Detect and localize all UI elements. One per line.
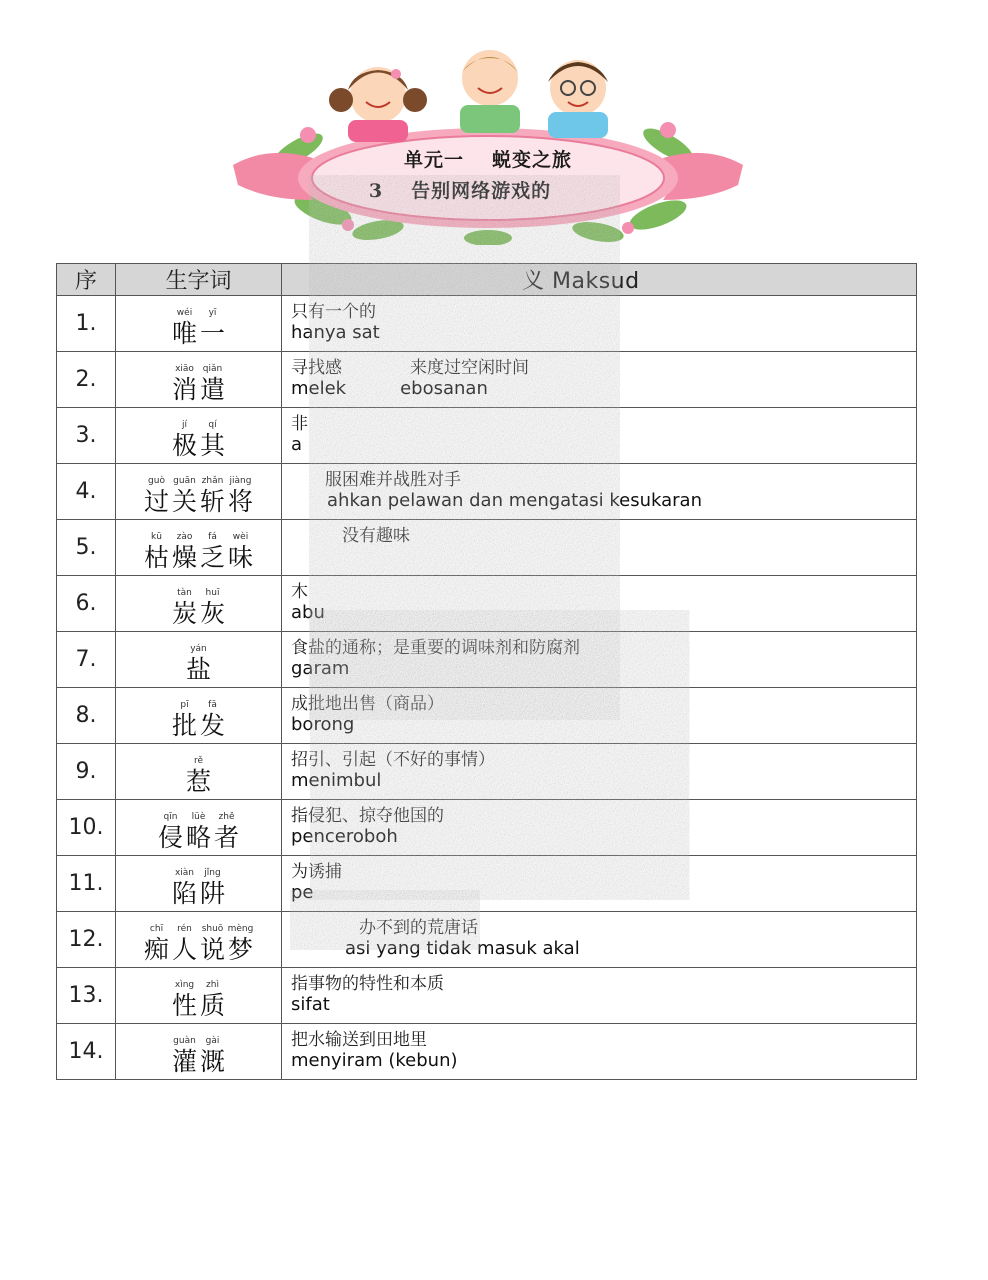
table-row bbox=[57, 408, 917, 464]
row-number: 5. bbox=[57, 520, 116, 576]
hanzi: 一 bbox=[199, 318, 225, 348]
hanzi: 遣 bbox=[199, 374, 225, 404]
character-with-pinyin bbox=[171, 1036, 199, 1076]
pinyin: kū bbox=[151, 531, 162, 542]
header-meaning-text: 义 Maksud bbox=[522, 269, 640, 294]
word-meaning bbox=[282, 968, 917, 1024]
hanzi: 者 bbox=[213, 822, 239, 852]
row-number: 2. bbox=[57, 352, 116, 408]
row-number: 14. bbox=[57, 1024, 116, 1080]
row-number: 1. bbox=[57, 296, 116, 352]
hanzi: 极 bbox=[171, 430, 197, 460]
meaning-malay: melek ebosanan bbox=[291, 378, 488, 399]
pinyin: pī bbox=[180, 699, 189, 710]
meaning-chinese: 招引、引起（不好的事情） bbox=[291, 750, 495, 770]
hanzi: 批 bbox=[171, 710, 197, 740]
pinyin: zhì bbox=[206, 979, 219, 990]
word-meaning bbox=[282, 408, 917, 464]
hanzi: 炭 bbox=[171, 598, 197, 628]
pinyin: zhě bbox=[218, 811, 235, 822]
word-meaning bbox=[282, 688, 917, 744]
word-meaning bbox=[282, 464, 917, 520]
meaning-malay: ahkan pelawan dan mengatasi kesukaran bbox=[291, 490, 702, 511]
character-with-pinyin bbox=[199, 924, 227, 964]
pinyin: yán bbox=[190, 643, 207, 654]
character-with-pinyin bbox=[199, 1036, 227, 1076]
table-row bbox=[57, 968, 917, 1024]
pinyin: qí bbox=[208, 419, 217, 430]
word-meaning bbox=[282, 744, 917, 800]
meaning-chinese: 非 bbox=[291, 414, 308, 434]
character-with-pinyin bbox=[199, 980, 227, 1020]
character-with-pinyin bbox=[171, 924, 199, 964]
character-with-pinyin bbox=[171, 476, 199, 516]
vocab-word bbox=[116, 520, 282, 576]
character-with-pinyin bbox=[199, 476, 227, 516]
word-meaning bbox=[282, 912, 917, 968]
hanzi: 乏 bbox=[199, 542, 225, 572]
word-meaning bbox=[282, 800, 917, 856]
pinyin: qīn bbox=[163, 811, 178, 822]
meaning-chinese: 木 bbox=[291, 582, 308, 602]
character-with-pinyin bbox=[213, 812, 241, 852]
character-with-pinyin bbox=[199, 420, 227, 460]
hanzi: 陷 bbox=[171, 878, 197, 908]
vocabulary-table bbox=[56, 263, 917, 1080]
lesson-heading bbox=[228, 176, 748, 203]
pinyin: xìng bbox=[174, 979, 195, 990]
hanzi: 性 bbox=[171, 990, 197, 1020]
pinyin: jiàng bbox=[229, 475, 252, 486]
hanzi: 梦 bbox=[227, 934, 253, 964]
header-meaning bbox=[282, 264, 917, 296]
row-number: 8. bbox=[57, 688, 116, 744]
pinyin: guān bbox=[173, 475, 196, 486]
vocab-word bbox=[116, 744, 282, 800]
header-number: 序 bbox=[57, 264, 116, 296]
vocab-word bbox=[116, 352, 282, 408]
table-row bbox=[57, 352, 917, 408]
table-row bbox=[57, 1024, 917, 1080]
character-with-pinyin bbox=[199, 364, 227, 404]
row-number: 7. bbox=[57, 632, 116, 688]
lesson-title: 告别网络游戏的 bbox=[411, 180, 552, 202]
meaning-chinese: 寻找感 来度过空闲时间 bbox=[291, 358, 529, 378]
vocabulary-rows bbox=[57, 296, 917, 1080]
unit-title: 蜕变之旅 bbox=[492, 149, 573, 171]
pinyin: tàn bbox=[177, 587, 192, 598]
hanzi: 灌 bbox=[171, 1046, 197, 1076]
table-row bbox=[57, 576, 917, 632]
pinyin: lüè bbox=[191, 811, 206, 822]
pinyin: chī bbox=[149, 923, 164, 934]
pinyin: rén bbox=[177, 923, 192, 934]
header-word: 生字词 bbox=[116, 264, 282, 296]
word-meaning bbox=[282, 520, 917, 576]
pinyin: wéi bbox=[176, 307, 193, 318]
meaning-malay: sifat bbox=[291, 994, 330, 1015]
character-with-pinyin bbox=[171, 532, 199, 572]
pinyin: shuō bbox=[201, 923, 224, 934]
meaning-malay: abu bbox=[291, 602, 325, 623]
meaning-malay: hanya sat bbox=[291, 322, 380, 343]
character-with-pinyin bbox=[185, 812, 213, 852]
character-with-pinyin bbox=[171, 588, 199, 628]
hanzi: 斩 bbox=[199, 486, 225, 516]
character-with-pinyin bbox=[227, 532, 255, 572]
meaning-chinese: 只有一个的 bbox=[291, 302, 376, 322]
hanzi: 关 bbox=[171, 486, 197, 516]
row-number: 9. bbox=[57, 744, 116, 800]
table-row bbox=[57, 632, 917, 688]
hanzi: 味 bbox=[227, 542, 253, 572]
pinyin: fá bbox=[208, 531, 217, 542]
pinyin: guàn bbox=[173, 1035, 196, 1046]
hanzi: 灰 bbox=[199, 598, 225, 628]
character-with-pinyin bbox=[199, 700, 227, 740]
row-number: 6. bbox=[57, 576, 116, 632]
row-number: 13. bbox=[57, 968, 116, 1024]
pinyin: jí bbox=[181, 419, 187, 430]
vocab-word bbox=[116, 1024, 282, 1080]
meaning-chinese: 食盐的通称；是重要的调味剂和防腐剂 bbox=[291, 638, 580, 658]
hanzi: 唯 bbox=[171, 318, 197, 348]
hanzi: 燥 bbox=[171, 542, 197, 572]
meaning-malay: garam bbox=[291, 658, 350, 679]
word-meaning bbox=[282, 632, 917, 688]
word-meaning bbox=[282, 576, 917, 632]
meaning-chinese: 办不到的荒唐话 bbox=[291, 918, 478, 938]
meaning-chinese: 指事物的特性和本质 bbox=[291, 974, 444, 994]
pinyin: guò bbox=[148, 475, 165, 486]
pinyin: wèi bbox=[232, 531, 249, 542]
character-with-pinyin bbox=[171, 420, 199, 460]
table-row bbox=[57, 744, 917, 800]
lesson-banner bbox=[228, 50, 748, 245]
hanzi: 消 bbox=[171, 374, 197, 404]
pinyin: jǐng bbox=[204, 867, 221, 878]
hanzi: 将 bbox=[227, 486, 253, 516]
word-meaning bbox=[282, 1024, 917, 1080]
word-meaning bbox=[282, 352, 917, 408]
lesson-number: 3 bbox=[368, 180, 384, 202]
character-with-pinyin bbox=[185, 644, 213, 684]
meaning-malay: a bbox=[291, 434, 303, 455]
meaning-malay: pe bbox=[291, 882, 314, 903]
table-row bbox=[57, 912, 917, 968]
pinyin: fā bbox=[208, 699, 217, 710]
vocab-word bbox=[116, 912, 282, 968]
character-with-pinyin bbox=[199, 532, 227, 572]
character-with-pinyin bbox=[199, 308, 227, 348]
character-with-pinyin bbox=[171, 308, 199, 348]
character-with-pinyin bbox=[199, 868, 227, 908]
vocab-word bbox=[116, 576, 282, 632]
table-header-row bbox=[57, 264, 917, 296]
pinyin: xiàn bbox=[174, 867, 195, 878]
word-meaning bbox=[282, 856, 917, 912]
character-with-pinyin bbox=[185, 756, 213, 796]
pinyin: xiāo bbox=[175, 363, 194, 374]
character-with-pinyin bbox=[143, 532, 171, 572]
unit-heading bbox=[228, 145, 748, 172]
row-number: 3. bbox=[57, 408, 116, 464]
hanzi: 人 bbox=[171, 934, 197, 964]
character-with-pinyin bbox=[143, 476, 171, 516]
hanzi: 阱 bbox=[199, 878, 225, 908]
unit-label: 单元一 bbox=[403, 149, 464, 171]
character-with-pinyin bbox=[157, 812, 185, 852]
vocab-word bbox=[116, 632, 282, 688]
pinyin: mèng bbox=[227, 923, 254, 934]
hanzi: 枯 bbox=[143, 542, 169, 572]
row-number: 12. bbox=[57, 912, 116, 968]
hanzi: 发 bbox=[199, 710, 225, 740]
row-number: 10. bbox=[57, 800, 116, 856]
character-with-pinyin bbox=[199, 588, 227, 628]
table-row bbox=[57, 296, 917, 352]
meaning-malay: asi yang tidak masuk akal bbox=[291, 938, 580, 959]
vocab-word bbox=[116, 688, 282, 744]
meaning-malay: menyiram (kebun) bbox=[291, 1050, 458, 1071]
vocab-word bbox=[116, 408, 282, 464]
meaning-malay: borong bbox=[291, 714, 355, 735]
vocab-word bbox=[116, 296, 282, 352]
vocab-word bbox=[116, 464, 282, 520]
hanzi: 其 bbox=[199, 430, 225, 460]
character-with-pinyin bbox=[171, 980, 199, 1020]
hanzi: 略 bbox=[185, 822, 211, 852]
meaning-chinese: 成批地出售（商品） bbox=[291, 694, 444, 714]
character-with-pinyin bbox=[171, 700, 199, 740]
pinyin: rě bbox=[193, 755, 204, 766]
character-with-pinyin bbox=[227, 476, 255, 516]
table-row bbox=[57, 856, 917, 912]
table-row bbox=[57, 688, 917, 744]
pinyin: zào bbox=[176, 531, 193, 542]
vocab-word bbox=[116, 856, 282, 912]
vocab-word bbox=[116, 968, 282, 1024]
pinyin: zhǎn bbox=[201, 475, 224, 486]
meaning-malay: penceroboh bbox=[291, 826, 398, 847]
table-row bbox=[57, 800, 917, 856]
table-row bbox=[57, 464, 917, 520]
hanzi: 质 bbox=[199, 990, 225, 1020]
row-number: 11. bbox=[57, 856, 116, 912]
pinyin: qiǎn bbox=[202, 363, 223, 374]
hanzi: 惹 bbox=[185, 766, 211, 796]
hanzi: 溉 bbox=[199, 1046, 225, 1076]
meaning-malay: menimbul bbox=[291, 770, 382, 791]
hanzi: 侵 bbox=[157, 822, 183, 852]
row-number: 4. bbox=[57, 464, 116, 520]
character-with-pinyin bbox=[171, 868, 199, 908]
vocab-word bbox=[116, 800, 282, 856]
character-with-pinyin bbox=[171, 364, 199, 404]
meaning-chinese: 把水输送到田地里 bbox=[291, 1030, 427, 1050]
meaning-chinese: 没有趣味 bbox=[291, 526, 410, 546]
meaning-chinese: 指侵犯、掠夺他国的 bbox=[291, 806, 444, 826]
meaning-chinese: 为诱捕 bbox=[291, 862, 342, 882]
meaning-chinese: 服困难并战胜对手 bbox=[291, 470, 461, 490]
pinyin: yī bbox=[208, 307, 217, 318]
hanzi: 说 bbox=[199, 934, 225, 964]
character-with-pinyin bbox=[227, 924, 255, 964]
hanzi: 过 bbox=[143, 486, 169, 516]
character-with-pinyin bbox=[143, 924, 171, 964]
word-meaning bbox=[282, 296, 917, 352]
table-row bbox=[57, 520, 917, 576]
hanzi: 痴 bbox=[143, 934, 169, 964]
pinyin: gài bbox=[205, 1035, 220, 1046]
hanzi: 盐 bbox=[185, 654, 211, 684]
pinyin: huī bbox=[205, 587, 220, 598]
